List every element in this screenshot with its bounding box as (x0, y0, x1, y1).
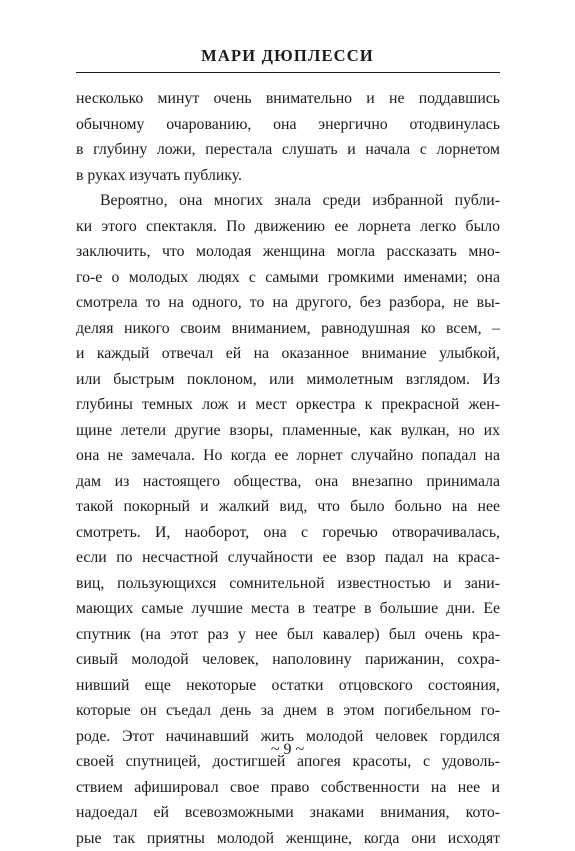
text-line: в руках изучать публику. (76, 163, 500, 189)
text-line: или быстрым поклоном, или мимолетным взглядом. Из (76, 367, 500, 393)
page-number: ~ 9 ~ (0, 740, 575, 760)
text-line: го-е о молодых людях с самыми громкими именами; она (76, 265, 500, 291)
header-rule (76, 72, 500, 73)
text-line: виц, пользующихся сомнительной известностью и зани- (76, 571, 500, 597)
text-line: надоедал ей всевозможными знаками внимания, кото- (76, 800, 500, 826)
text-line: смотрела то на одного, то на другого, без разбора, не вы- (76, 290, 500, 316)
text-line: Вероятно, она многих знала среди избранной публи- (76, 188, 500, 214)
text-line: несколько минут очень внимательно и не поддавшись (76, 86, 500, 112)
text-line: глубины темных лож и мест оркестра к прекрасной жен- (76, 392, 500, 418)
text-line: ствием афишировал свое право собственности на нее и (76, 775, 500, 801)
running-header-title: МАРИ ДЮПЛЕССИ (0, 46, 575, 66)
text-line: роде. Этот начинавший жить молодой человек гордился (76, 724, 500, 750)
text-line: мающих самые лучшие места в театре в большие дни. Ее (76, 596, 500, 622)
text-line: и каждый отвечал ей на оказанное внимание улыбкой, (76, 341, 500, 367)
text-line: такой покорный и жалкий вид, что было больно на нее (76, 494, 500, 520)
text-line: нивший еще некоторые остатки отцовского состояния, (76, 673, 500, 699)
text-line: сивый молодой человек, наполовину парижанин, сохра- (76, 647, 500, 673)
text-line: своей спутницей, достигшей апогея красоты, с удоволь- (76, 749, 500, 775)
text-line: рые так приятны молодой женщине, когда они исходят (76, 826, 500, 851)
text-line: щине летели другие взоры, пламенные, как вулкан, но их (76, 418, 500, 444)
text-line: дам из настоящего общества, она внезапно принимала (76, 469, 500, 495)
text-line: в глубину ложи, перестала слушать и начала с лорнетом (76, 137, 500, 163)
body-text (76, 86, 500, 851)
text-line: если по несчастной случайности ее взор падал на краса- (76, 545, 500, 571)
text-line: деляя никого своим вниманием, равнодушная ко всем, – (76, 316, 500, 342)
text-line: которые он съедал день за днем в этом погибельном го- (76, 698, 500, 724)
text-line: обычному очарованию, она энергично отодвинулась (76, 112, 500, 138)
text-line: спутник (на этот раз у нее был кавалер) был очень кра- (76, 622, 500, 648)
text-line: заключить, что молодая женщина могла рассказать мно- (76, 239, 500, 265)
text-line: ки этого спектакля. По движению ее лорнета легко было (76, 214, 500, 240)
text-line: смотреть. И, наоборот, она с горечью отворачивалась, (76, 520, 500, 546)
text-line: она не замечала. Но когда ее лорнет случайно попадал на (76, 443, 500, 469)
